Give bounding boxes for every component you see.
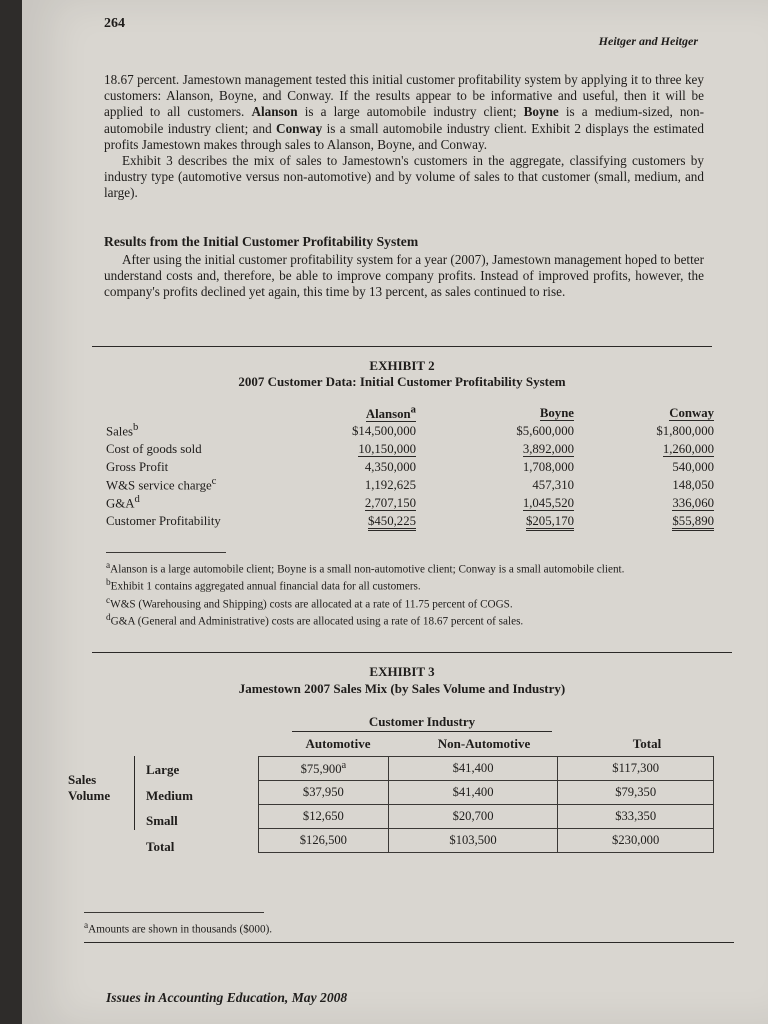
cell: 457,310 bbox=[532, 477, 574, 492]
cell: 1,260,000 bbox=[662, 441, 714, 456]
row-label-medium: Medium bbox=[146, 788, 193, 803]
sales-volume-label: Sales Volume bbox=[68, 772, 111, 803]
exhibit3-footnote-rule bbox=[84, 912, 264, 913]
cell: 1,708,000 bbox=[522, 459, 574, 474]
exhibit2-footnotes bbox=[106, 560, 716, 629]
column-header-boyne: Boyne bbox=[539, 405, 574, 420]
table-row bbox=[259, 829, 714, 853]
exhibit3-bottom-rule bbox=[84, 942, 734, 943]
exhibit3-label: EXHIBIT 3 bbox=[369, 664, 435, 679]
cell: $41,400 bbox=[388, 757, 558, 781]
cell: $1,800,000 bbox=[656, 423, 714, 438]
cell: $20,700 bbox=[388, 805, 558, 829]
cell: $14,500,000 bbox=[352, 423, 416, 438]
cell: $41,400 bbox=[388, 781, 558, 805]
row-label-ws-charge: W&S service charge$^c$ bbox=[106, 476, 217, 493]
row-group-divider bbox=[134, 756, 135, 830]
footnote: $^c$W&S (Warehousing and Shipping) costs are allocated at a rate of 11.75 percent of COGS. bbox=[106, 595, 513, 611]
footnote: $^b$Exhibit 1 contains aggregated annual financial data for all customers. bbox=[106, 578, 421, 594]
row-label-total: Total bbox=[146, 839, 175, 854]
row-label-customer-profitability: Customer Profitability bbox=[106, 513, 221, 528]
exhibit2-label: EXHIBIT 2 bbox=[369, 358, 435, 373]
exhibit3-footnote: $^a$Amounts are shown in thousands ($000). bbox=[84, 921, 273, 936]
cell: $230,000 bbox=[558, 829, 714, 853]
col-header-automotive: Automotive bbox=[305, 736, 371, 751]
col-header-total: Total bbox=[632, 736, 662, 751]
running-head: Heitger and Heitger bbox=[598, 34, 698, 48]
table-row bbox=[106, 512, 714, 530]
row-label-sales: Sales$^b$ bbox=[106, 422, 139, 439]
results-paragraph: After using the initial customer profitability system for a year (2007), Jamestown management hoped to better understand costs and, therefore, be able to improve company profits. Instead of improved profits, however, the company's profits declined yet again, this time by 13 percent, as sales continued to rise. bbox=[104, 252, 704, 300]
cell: $75,900$^a$ bbox=[259, 757, 389, 781]
cell: $450,225 bbox=[368, 514, 416, 531]
group-header-underline bbox=[292, 731, 552, 732]
table-row bbox=[259, 757, 714, 781]
exhibit2-header-row bbox=[106, 404, 714, 422]
page bbox=[22, 0, 768, 1024]
cell: $126,500 bbox=[259, 829, 389, 853]
exhibit3-title: Jamestown 2007 Sales Mix (by Sales Volume and Industry) bbox=[238, 681, 566, 696]
table-row bbox=[106, 458, 714, 476]
footnote: $^a$Alanson is a large automobile client; Boyne is a small non-automotive client; Conway is a small automobile client. bbox=[106, 561, 625, 576]
table-row bbox=[106, 476, 714, 494]
cell: $5,600,000 bbox=[516, 423, 574, 438]
col-header-non-automotive: Non-Automotive bbox=[437, 736, 531, 751]
customer-industry-header: Customer Industry bbox=[368, 714, 476, 729]
cell: 1,045,520 bbox=[522, 495, 574, 510]
section-heading: Results from the Initial Customer Profitability System bbox=[104, 234, 419, 249]
cell: $37,950 bbox=[259, 781, 389, 805]
cell: 336,060 bbox=[672, 495, 714, 510]
cell: 148,050 bbox=[672, 477, 714, 492]
table-row bbox=[259, 805, 714, 829]
cell: 1,192,625 bbox=[364, 477, 416, 492]
row-label-ga: $G\&A^d$ bbox=[106, 494, 140, 511]
cell: $79,350 bbox=[558, 781, 714, 805]
cell: $103,500 bbox=[388, 829, 558, 853]
cell: 3,892,000 bbox=[522, 441, 574, 456]
cell: $117,300 bbox=[558, 757, 714, 781]
column-header-conway: Conway bbox=[669, 405, 714, 420]
cell: $205,170 bbox=[526, 514, 574, 531]
cell: $12,650 bbox=[259, 805, 389, 829]
cell: 540,000 bbox=[672, 459, 714, 474]
cell: $55,890 bbox=[672, 514, 714, 531]
footnote: $^d$G&A (General and Administrative) costs are allocated using a rate of 18.67 percent of sales. bbox=[106, 612, 524, 628]
cell: 2,707,150 bbox=[364, 495, 416, 510]
exhibit3-top-rule bbox=[92, 652, 732, 653]
table-row bbox=[106, 422, 714, 440]
footnote-rule bbox=[106, 552, 226, 553]
cell: 10,150,000 bbox=[358, 441, 416, 456]
exhibit2-top-rule bbox=[92, 346, 712, 347]
row-label-small: Small bbox=[146, 813, 178, 828]
table-row bbox=[106, 494, 714, 512]
row-label-large: Large bbox=[146, 762, 180, 777]
exhibit3-intro-paragraph: Exhibit 3 describes the mix of sales to Jamestown's customers in the aggregate, classifying customers by industry type (automotive versus non-automotive) and by volume of sales to that customer (small, medium, and large). bbox=[104, 153, 704, 201]
row-label-gross-profit: Gross Profit bbox=[106, 459, 169, 474]
exhibit2-table bbox=[106, 404, 714, 530]
cell: $33,350 bbox=[558, 805, 714, 829]
table-row bbox=[259, 781, 714, 805]
row-label-cogs: Cost of goods sold bbox=[106, 441, 202, 456]
intro-paragraph: 18.67 percent. Jamestown management tested this initial customer profitability system by applying it to three key customers: Alanson, Boyne, and Conway. If the results appear to be informative and useful, then it will be applied to all customers. Alanson is a large automobile industry client; Boyne is a medium-sized, non-automobile industry client; and Conway is a small automobile industry client. Exhibit 2 displays the estimated profits Jamestown makes through sales to Alanson, Boyne, and Conway. Exhibit 3 describes the mix of sales to Jamestown's customers in the aggregate, classifying customers by industry type (automotive versus non-automotive) and by volume of sales to that customer (small, medium, and large). bbox=[104, 72, 705, 201]
cell: 4,350,000 bbox=[364, 459, 416, 474]
exhibit2-title: 2007 Customer Data: Initial Customer Profitability System bbox=[238, 374, 566, 389]
exhibit3-table bbox=[258, 756, 714, 853]
column-header-alanson: Alanson$^a$ bbox=[365, 404, 416, 421]
table-row bbox=[106, 440, 714, 458]
page-number: 264 bbox=[104, 16, 125, 31]
journal-footer: Issues in Accounting Education, May 2008 bbox=[106, 990, 348, 1005]
